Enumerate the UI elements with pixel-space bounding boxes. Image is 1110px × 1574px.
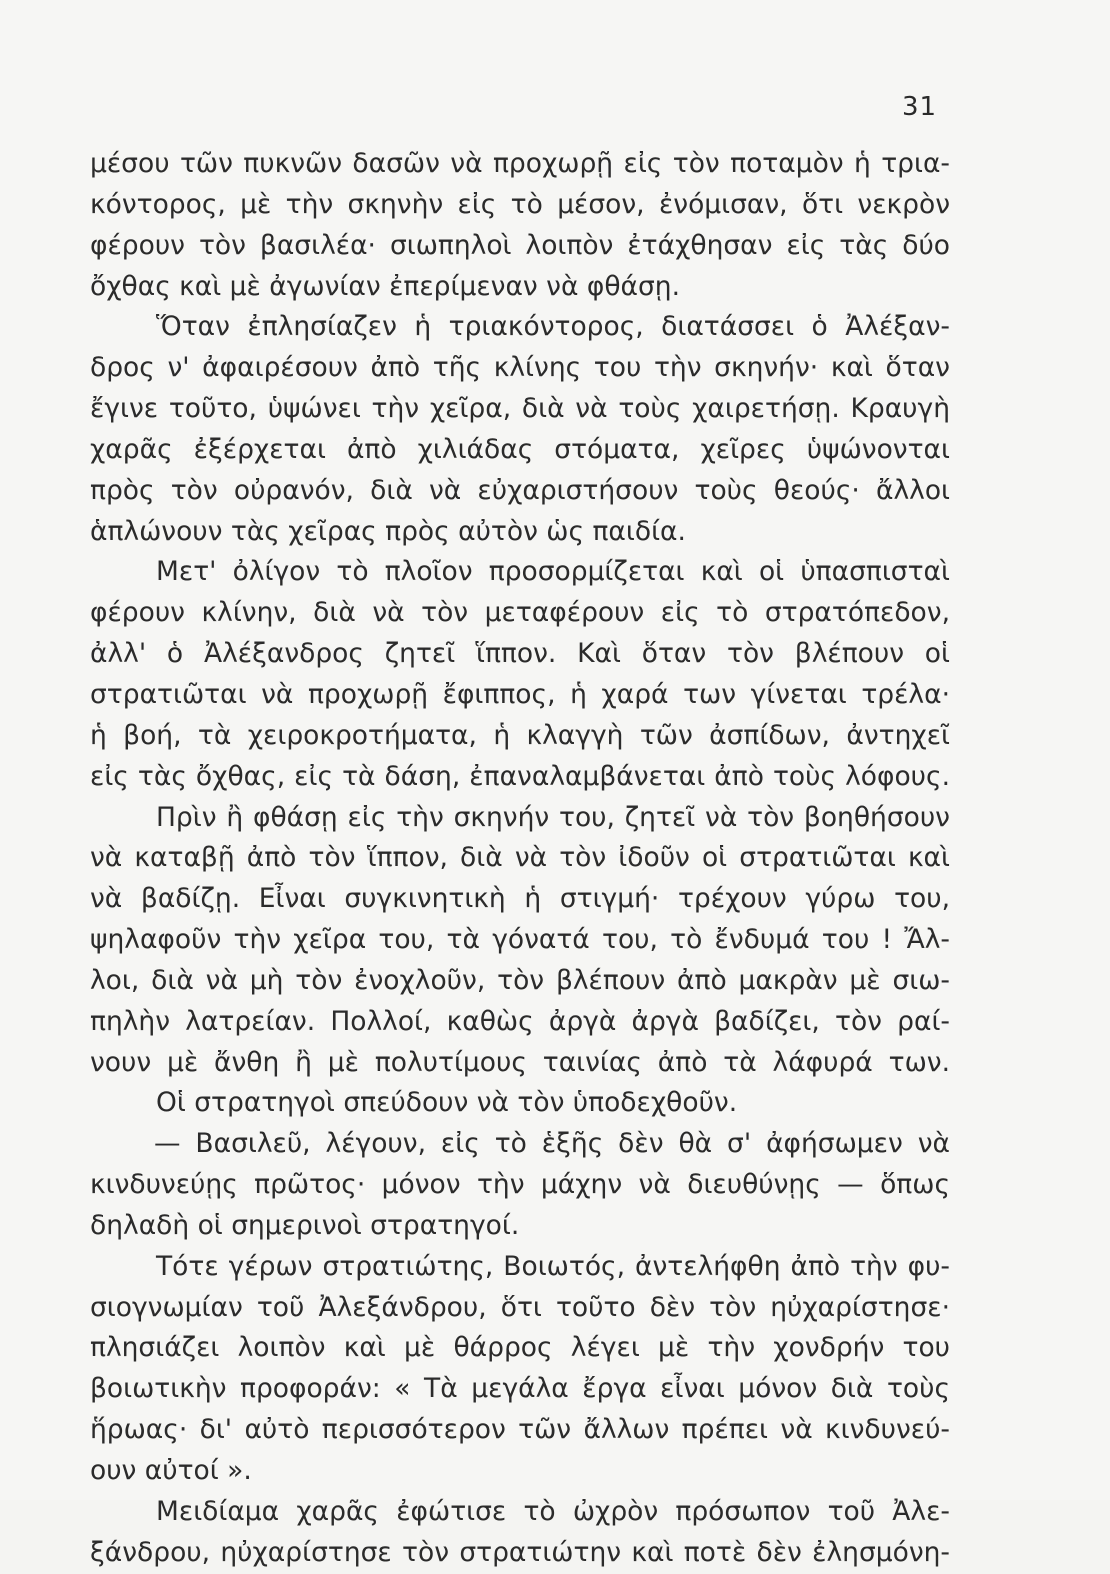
text-line: νὰ βαδίζῃ. Εἶναι συγκινητικὴ ἡ στιγμή· τρέχουν γύρω του,	[90, 883, 950, 915]
text-line: Πρὶν ἢ φθάσῃ εἰς τὴν σκηνήν του, ζητεῖ νὰ τὸν βοηθήσουν	[156, 801, 950, 833]
text-line: δρος ν' ἀφαιρέσουν ἀπὸ τῆς κλίνης του τὴν σκηνήν· καὶ ὅταν	[90, 352, 950, 384]
page-number: 31	[902, 92, 938, 122]
text-line: σιογνωμίαν τοῦ Ἀλεξάνδρου, ὅτι τοῦτο δὲν τὸν ηὐχαρίστησε·	[90, 1291, 950, 1323]
text-line: ἡ βοή, τὰ χειροκροτήματα, ἡ κλαγγὴ τῶν ἀσπίδων, ἀντηχεῖ	[90, 719, 950, 751]
body-text	[90, 144, 950, 1574]
text-line: δηλαδὴ οἱ σημερινοὶ στρατηγοί.	[90, 1209, 520, 1241]
text-line: πλησιάζει λοιπὸν καὶ μὲ θάρρος λέγει μὲ τὴν χονδρήν του	[90, 1332, 950, 1364]
text-line: ἔγινε τοῦτο, ὑψώνει τὴν χεῖρα, διὰ νὰ τοὺς χαιρετήσῃ. Κραυγὴ	[90, 393, 950, 425]
text-line: ξάνδρου, ηὐχαρίστησε τὸν στρατιώτην καὶ ποτὲ δὲν ἐλησμόνη-	[90, 1536, 950, 1568]
text-line: ψηλαφοῦν τὴν χεῖρα του, τὰ γόνατά του, τὸ ἔνδυμά του ! Ἄλ-	[90, 924, 950, 956]
text-line: χαρᾶς ἐξέρχεται ἀπὸ χιλιάδας στόματα, χεῖρες ὑψώνονται	[90, 433, 950, 465]
text-line: — Βασιλεῦ, λέγουν, εἰς τὸ ἑξῆς δὲν θὰ σ' ἀφήσωμεν νὰ	[154, 1128, 950, 1160]
text-line: πηλὴν λατρείαν. Πολλοί, καθὼς ἀργὰ ἀργὰ βαδίζει, τὸν ραί-	[90, 1005, 950, 1037]
text-line: Μειδίαμα χαρᾶς ἐφώτισε τὸ ὠχρὸν πρόσωπον τοῦ Ἀλε-	[156, 1495, 950, 1527]
text-line: νουν μὲ ἄνθη ἢ μὲ πολυτίμους ταινίας ἀπὸ τὰ λάφυρά των.	[90, 1046, 950, 1078]
text-line: κόντορος, μὲ τὴν σκηνὴν εἰς τὸ μέσον, ἐνόμισαν, ὅτι νεκρὸν	[90, 188, 950, 220]
text-line: Ὅταν ἐπλησίαζεν ἡ τριακόντορος, διατάσσει ὁ Ἀλέξαν-	[156, 311, 950, 343]
text-line: πρὸς τὸν οὐρανόν, διὰ νὰ εὐχαριστήσουν τοὺς θεούς· ἄλλοι	[90, 474, 950, 506]
text-line: εἰς τὰς ὄχθας, εἰς τὰ δάση, ἐπαναλαμβάνεται ἀπὸ τοὺς λόφους.	[90, 760, 950, 792]
text-line: ἁπλώνουν τὰς χεῖρας πρὸς αὐτὸν ὡς παιδία.	[90, 515, 686, 547]
text-line: μέσου τῶν πυκνῶν δασῶν νὰ προχωρῇ εἰς τὸν ποταμὸν ἡ τρια-	[90, 148, 950, 179]
text-line: βοιωτικὴν προφοράν: « Τὰ μεγάλα ἔργα εἶναι μόνον διὰ τοὺς	[90, 1373, 950, 1405]
text-line: ἀλλ' ὁ Ἀλέξανδρος ζητεῖ ἵππον. Καὶ ὅταν τὸν βλέπουν οἱ	[90, 638, 950, 670]
text-line: Μετ' ὀλίγον τὸ πλοῖον προσορμίζεται καὶ οἱ ὑπασπισταὶ	[156, 556, 950, 588]
text-line: φέρουν τὸν βασιλέα· σιωπηλοὶ λοιπὸν ἐτάχθησαν εἰς τὰς δύο	[90, 229, 950, 261]
text-line: ὄχθας καὶ μὲ ἀγωνίαν ἐπερίμεναν νὰ φθάσῃ.	[90, 270, 681, 302]
text-line: νὰ καταβῇ ἀπὸ τὸν ἵππον, διὰ νὰ τὸν ἰδοῦν οἱ στρατιῶται καὶ	[90, 842, 950, 874]
text-line: στρατιῶται νὰ προχωρῇ ἔφιππος, ἡ χαρά των γίνεται τρέλα·	[90, 678, 950, 710]
text-line: Τότε γέρων στρατιώτης, Βοιωτός, ἀντελήφθη ἀπὸ τὴν φυ-	[156, 1250, 950, 1282]
text-line: λοι, διὰ νὰ μὴ τὸν ἐνοχλοῦν, τὸν βλέπουν ἀπὸ μακρὰν μὲ σιω-	[90, 964, 950, 996]
text-line: ἥρωας· δι' αὐτὸ περισσότερον τῶν ἄλλων πρέπει νὰ κινδυνεύ-	[90, 1414, 950, 1446]
text-line: Οἱ στρατηγοὶ σπεύδουν νὰ τὸν ὑποδεχθοῦν.	[156, 1087, 738, 1119]
text-line: κινδυνεύῃς πρῶτος· μόνον τὴν μάχην νὰ διευθύνῃς — ὅπως	[90, 1169, 950, 1201]
text-line: φέρουν κλίνην, διὰ νὰ τὸν μεταφέρουν εἰς τὸ στρατόπεδον,	[90, 597, 950, 629]
text-line: ουν αὐτοί ».	[90, 1455, 252, 1486]
